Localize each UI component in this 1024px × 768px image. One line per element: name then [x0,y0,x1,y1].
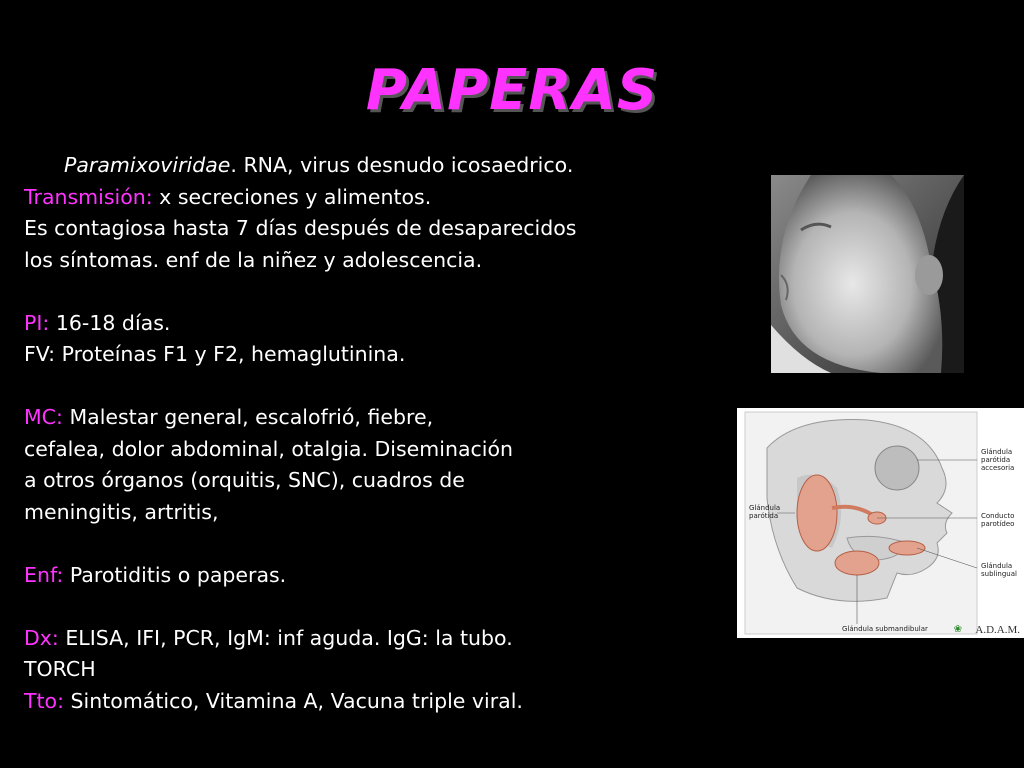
incubation-label: PI: [24,310,50,335]
treatment-line [24,686,674,718]
incubation-line [24,308,674,340]
clinical-label: MC: [24,405,63,429]
family-line [24,150,674,182]
virulence-factors-line: FV: Proteínas F1 y F2, hemaglutinina. [24,342,406,366]
clinical-line-4: meningitis, artritis, [24,499,219,524]
label-parotid-duct: Conducto parotídeo [981,512,1015,528]
label-parotid: Glándula parótida [749,504,781,520]
clinical-line-2: cefalea, dolor abdominal, otalgia. Diseminación [24,436,514,461]
slide-body [24,150,674,717]
treatment-label: Tto: [24,688,65,713]
transmission-line [24,182,674,214]
contagion-line-1: Es contagiosa hasta 7 días después de desaparecidos [24,216,577,240]
treatment-text: Sintomático, Vitamina A, Vacuna triple viral. [64,688,523,713]
clinical-line-3: a otros órganos (orquitis, SNC), cuadros de [24,468,465,492]
adam-leaf-icon: ❀ [953,624,962,635]
patient-photo-drawing [771,175,964,373]
label-parotid-accessory: Glándula parótida accesoria [981,448,1015,472]
disease-line [24,560,674,592]
diagnosis-label: Dx: [24,625,59,650]
slide-title: PAPERAS [365,58,659,123]
label-sublingual: Glándula sublingual [981,562,1017,578]
contagion-line-2: los síntomas. enf de la niñez y adolescencia. [24,247,483,272]
salivary-glands-diagram [737,408,1024,638]
transmission-label: Transmisión: [24,184,153,209]
disease-text: Parotiditis o paperas. [63,562,287,587]
disease-label: Enf: [24,562,64,587]
clinical-text: Malestar general, escalofrió, fiebre, [62,405,434,429]
patient-photo [771,175,964,373]
adam-logo: A.D.A.M. [975,624,1020,636]
diagnosis-text: ELISA, IFI, PCR, IgM: inf aguda. IgG: la tubo. [58,625,513,650]
clinical-line-1 [24,402,674,434]
diagnosis-line [24,623,674,655]
diagnosis-line-2: TORCH [24,657,96,681]
family-name: Paramixoviridae [64,153,231,177]
incubation-text: 16-18 días. [49,310,171,335]
family-description: . RNA, virus desnudo icosaedrico. [230,153,574,177]
transmission-text: x secreciones y alimentos. [152,184,432,209]
label-submandibular: Glándula submandibular [842,625,928,633]
